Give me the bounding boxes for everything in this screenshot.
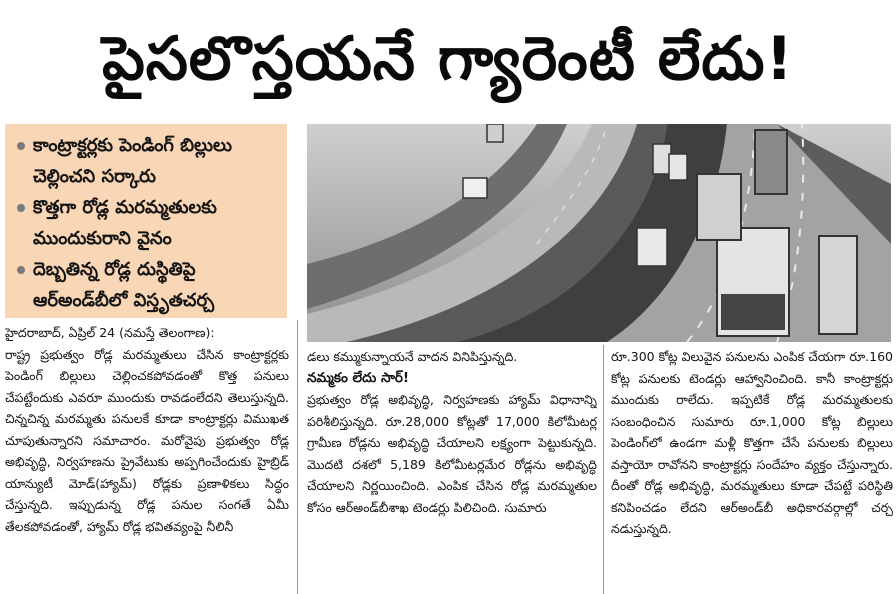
column-divider bbox=[603, 345, 604, 594]
dateline: హైదరాబాద్, ఏప్రిల్ 24 (నమస్తే తెలంగాణ): bbox=[5, 325, 215, 340]
subhead: నమ్మకం లేదు సార్! bbox=[307, 369, 410, 386]
bullet-icon bbox=[17, 142, 25, 150]
article-column-2 bbox=[307, 346, 597, 594]
highlight-text: కాంట్రాక్టర్లకు పెండింగ్ బిల్లులు చెల్లించని సర్కారు bbox=[33, 135, 233, 187]
bullet-icon bbox=[17, 266, 25, 274]
headline: పైసలొస్తయనే గ్యారెంటీ లేదు! bbox=[102, 24, 794, 94]
highlight-item bbox=[17, 130, 281, 192]
highlights-box bbox=[5, 124, 287, 318]
article-body: రూ.300 కోట్ల విలువైన పనులను ఎంపిక చేయగా రూ.160 కోట్ల పనులకు టెండర్లు ఆహ్వానించింది. కానీ కాంట్రాక్టర్లు ముందుకు రాలేదు. ఇప్పటికే రోడ్ల మరమ్మతులకు సంబంధించిన సుమారు రూ.1,000 కోట్ల బిల్లులు పెండింగ్‌లో ఉండగా మళ్లీ కొత్తగా చేసే పనులకు బిల్లులు వస్తాయో రావోనని కాంట్రాక్టర్లు సందేహం వ్యక్తం చేస్తున్నారు. దీంతో రోడ్ల అభివృద్ధి, మరమ్మతులు కూడా చేపట్టే పరిస్థితి కనిపించడం లేదని ఆర్అండ్‌బీ అధికారవర్గాల్లో చర్చ నడుస్తున్నది. bbox=[611, 349, 893, 536]
highway-photo bbox=[307, 124, 891, 342]
bullet-icon bbox=[17, 204, 25, 212]
highway-illustration bbox=[307, 124, 891, 342]
highlight-text: దెబ్బతిన్న రోడ్ల దుస్థితిపై ఆర్అండ్‌బీలో విస్తృతచర్చ bbox=[33, 259, 215, 311]
article-column-1 bbox=[5, 322, 289, 594]
highlight-item bbox=[17, 254, 281, 316]
column-divider bbox=[297, 320, 298, 594]
article-lead: డలు కమ్ముకున్నాయనే వాదన వినిపిస్తున్నది. bbox=[307, 349, 518, 364]
highlight-item bbox=[17, 192, 281, 254]
highlight-text: కొత్తగా రోడ్ల మరమ్మతులకు ముందుకురాని వైనం bbox=[33, 197, 217, 249]
article-column-3 bbox=[611, 346, 893, 594]
article-body: ప్రభుత్వం రోడ్ల అభివృద్ధి, నిర్వహణకు హ్యామ్ విధానాన్ని పరిశీలిస్తున్నది. రూ.28,000 కోట్లతో 17,000 కిలోమీటర్ల గ్రామీణ రోడ్లను అభివృద్ధి చేయాలని లక్ష్యంగా పెట్టుకున్నది. మొదటి దశలో 5,189 కిలోమీటర్లమేర రోడ్లను అభివృద్ధి చేయాలని నిర్ణయించింది. ఎంపిక చేసిన రోడ్ల మరమ్మతుల కోసం ఆర్అండ్‌బీశాఖ టెండర్లు పిలిచింది. సుమారు bbox=[307, 392, 597, 515]
article-body: రాష్ట్ర ప్రభుత్వం రోడ్ల మరమ్మతులు చేసిన కాంట్రాక్టర్లకు పెండింగ్ బిల్లులు చెల్లించకపోవడంతో కొత్త పనులు చేపట్టేందుకు ఎవరూ ముందుకు రావడంలేదని తెలుస్తున్నది. చిన్నచిన్న మరమ్మతు పనులకే కూడా కాంట్రాక్టర్లు విముఖత చూపుతున్నారని సమాచారం. మరోవైపు ప్రభుత్వం రోడ్ల అభివృద్ధి, నిర్వహణను ప్రైవేటుకు అప్పగించేందుకు హైబ్రిడ్ యాన్యుటీ మోడ్(హ్యామ్) రోడ్లకు ప్రణాళికలు సిద్ధం చేస్తున్నది. ఇప్పుడున్న రోడ్ల పనుల సంగతే ఏమీ తేలకపోవడంతో, హ్యామ్ రోడ్ల భవితవ్యంపై నీలినీ bbox=[5, 346, 289, 534]
